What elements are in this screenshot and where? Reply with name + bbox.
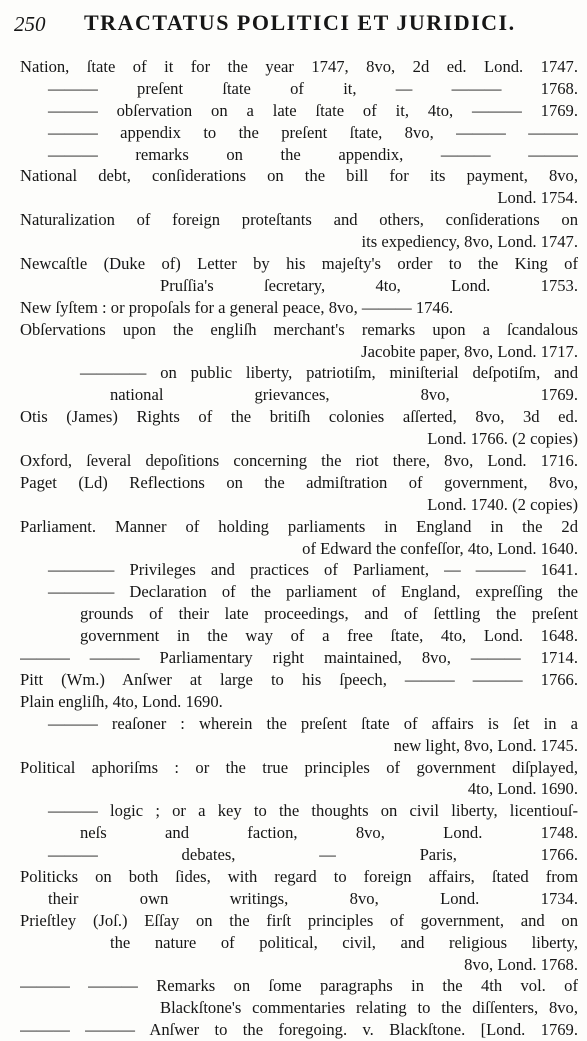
entry-line: Lond. 1754. <box>497 188 578 208</box>
entry-line: ——— ——— Remarks on ſome paragraphs in the 4th vol. of <box>20 976 578 996</box>
entry-line: ——— logic ; or a key to the thoughts on civil liberty, licentiouſ- <box>48 801 578 821</box>
entry-line: of Edward the confeſſor, 4to, Lond. 1640. <box>302 538 578 558</box>
entry-line: ——— debates, — Paris, 1766. <box>48 845 578 865</box>
entry-line: ——— obſervation on a late ſtate of it, 4to, ——— 1769. <box>48 100 578 120</box>
entry-line: Paget (Ld) Reflections on the admiſtration of government, 8vo, <box>20 472 578 492</box>
entry-line: Pitt (Wm.) Anſwer at large to his ſpeech, ——— ——— 1766. <box>20 669 578 689</box>
entry-line: ——— preſent ſtate of it, — ——— 1768. <box>48 78 578 98</box>
entry-line: Parliament. Manner of holding parliaments in England in the 2d <box>20 516 578 536</box>
entry-line: its expediency, 8vo, Lond. 1747. <box>361 232 578 252</box>
entry-line: Obſervations upon the engliſh merchant's remarks upon a ſcandalous <box>20 319 578 339</box>
entry-line: Political aphoriſms : or the true principles of government diſplayed, <box>20 757 578 777</box>
entry-line: Lond. 1740. (2 copies) <box>427 494 578 514</box>
entry-line: ———— on public liberty, patriotiſm, miniſterial deſpotiſm, and <box>80 363 578 383</box>
entry-line: ———— Declaration of the parliament of England, expreſſing the <box>48 582 578 602</box>
entry-line: Naturalization of foreign proteſtants and others, conſiderations on <box>20 210 578 230</box>
entry-line: ——— ——— Anſwer to the foregoing. v. Blackſtone. [Lond. 1769. <box>20 1020 578 1040</box>
entry-line: 8vo, Lond. 1768. <box>464 954 578 974</box>
entry-line: ——— remarks on the appendix, ——— ——— <box>48 144 578 164</box>
entry-line: Blackſtone's commentaries relating to the diſſenters, 8vo, <box>160 998 578 1018</box>
entry-line: the nature of political, civil, and religious liberty, <box>110 932 578 952</box>
entry-line: Oxford, ſeveral depoſitions concerning the riot there, 8vo, Lond. 1716. <box>20 451 578 471</box>
entry-line: ——— reaſoner : wherein the preſent ſtate of affairs is ſet in a <box>48 713 578 733</box>
entry-line: ———— Privileges and practices of Parliament, — ——— 1641. <box>48 560 578 580</box>
entry-line: Politicks on both ſides, with regard to foreign affairs, ſtated from <box>20 866 578 886</box>
entry-line: neſs and faction, 8vo, Lond. 1748. <box>80 823 578 843</box>
page-header <box>14 6 574 44</box>
entry-line: Nation, ſtate of it for the year 1747, 8vo, 2d ed. Lond. 1747. <box>20 57 578 76</box>
entry-line: ——— appendix to the preſent ſtate, 8vo, ——— ——— <box>48 122 578 142</box>
entry-line: grounds of their late proceedings, and of ſettling the preſent <box>80 604 578 624</box>
catalogue-entries <box>20 56 578 1041</box>
entry-line: Lond. 1766. (2 copies) <box>427 429 578 449</box>
entry-line: their own writings, 8vo, Lond. 1734. <box>48 888 578 908</box>
entry-line: 4to, Lond. 1690. <box>467 779 578 799</box>
entry-line: Jacobite paper, 8vo, Lond. 1717. <box>361 341 578 361</box>
entry-line: Plain engliſh, 4to, Lond. 1690. <box>20 691 223 711</box>
entry-line: Pruſſia's ſecretary, 4to, Lond. 1753. <box>160 275 578 295</box>
entry-line: New ſyſtem : or propoſals for a general peace, 8vo, ——— 1746. <box>20 297 454 317</box>
page-number: 250 <box>14 12 46 36</box>
entry-line: National debt, conſiderations on the bill for its payment, 8vo, <box>20 166 578 186</box>
entry-line: national grievances, 8vo, 1769. <box>110 385 578 405</box>
running-title: TRACTATUS POLITICI ET JURIDICI. <box>84 10 516 35</box>
entry-line: ——— ——— Parliamentary right maintained, 8vo, ——— 1714. <box>20 648 578 668</box>
entry-line: Prieſtley (Joſ.) Eſſay on the firſt principles of government, and on <box>20 910 578 930</box>
entry-line: Otis (James) Rights of the britiſh colonies aſſerted, 8vo, 3d ed. <box>20 407 578 427</box>
entry-line: new light, 8vo, Lond. 1745. <box>393 735 578 755</box>
entry-line: Newcaſtle (Duke of) Letter by his majeſty's order to the King of <box>20 254 578 274</box>
entry-line: government in the way of a free ſtate, 4to, Lond. 1648. <box>80 626 578 646</box>
